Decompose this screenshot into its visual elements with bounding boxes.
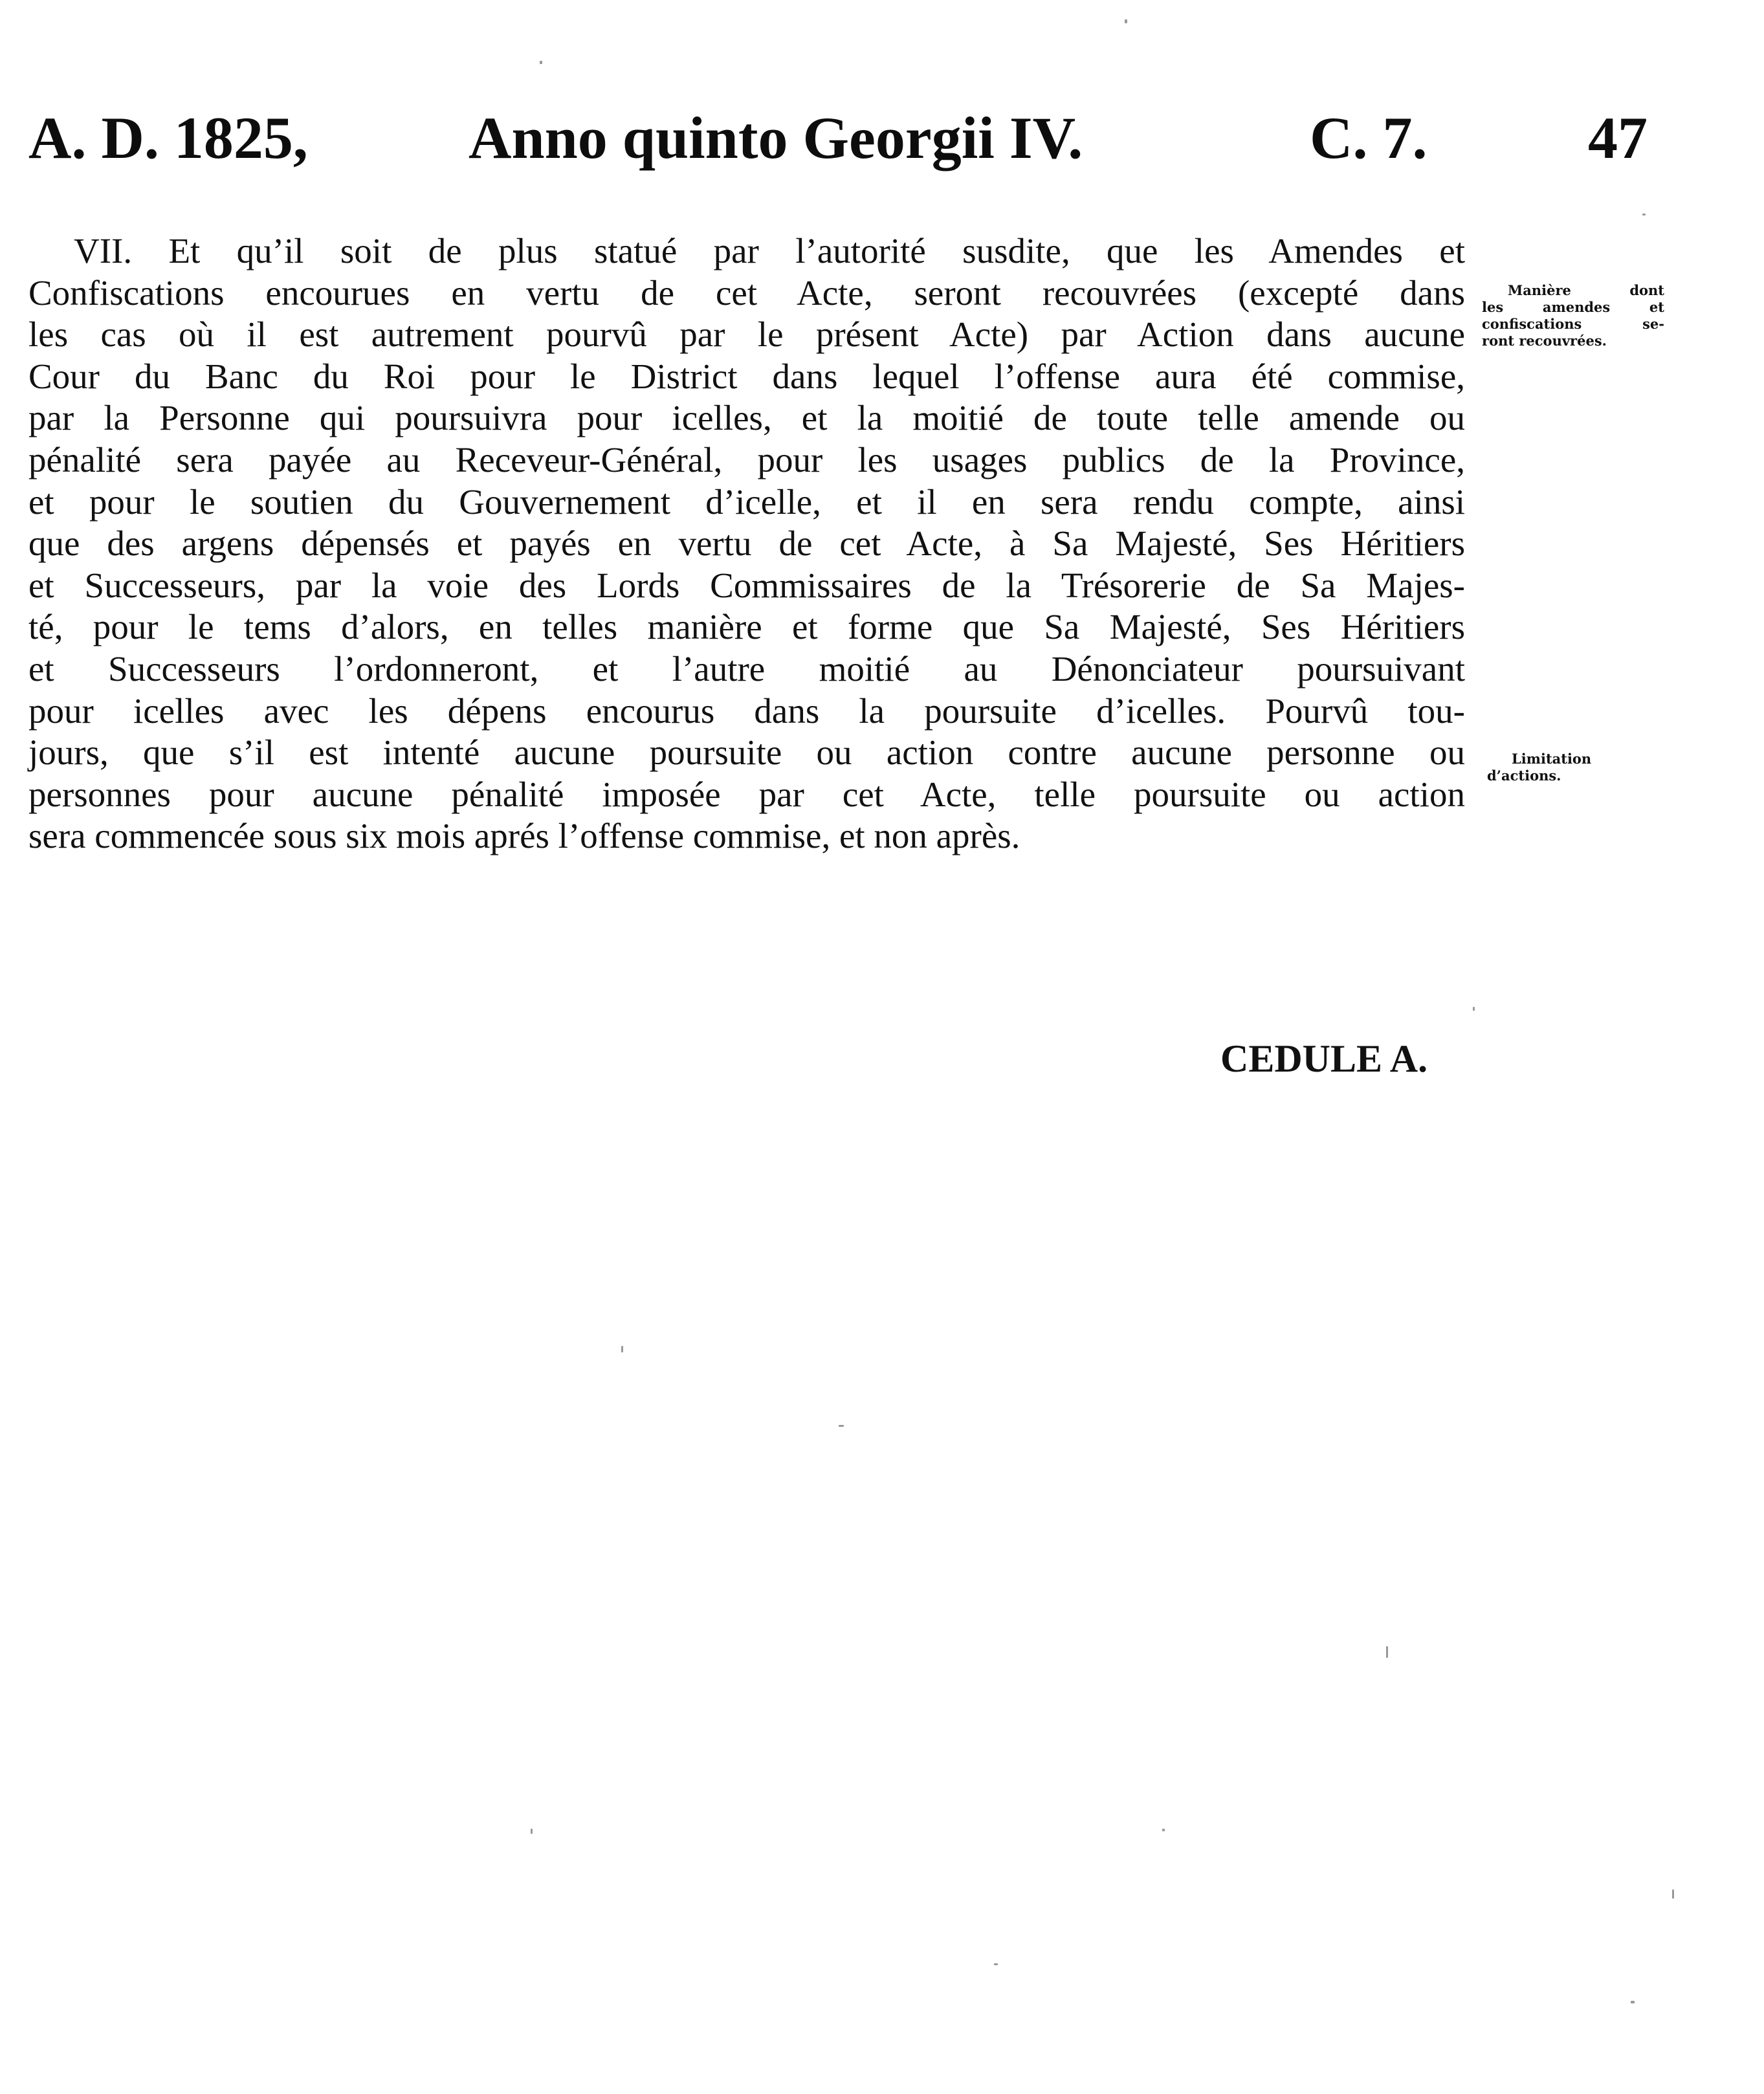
text-line: et Successeurs l’ordonneront, et l’autre moitié au Dénonciateur poursuivant [28,648,1465,689]
text-line: pour icelles avec les dépens encourus dans la poursuite d’icelles. Pourvû tou- [28,690,1465,731]
text-line: VII. Et qu’il soit de plus statué par l’autorité susdite, que les Amendes et [74,231,1465,270]
section-vii-text [28,230,1465,857]
text-line: té, pour le tems d’alors, en telles manière et forme que Sa Majesté, Ses Héritiers [28,607,1465,647]
scan-speck [839,1425,844,1427]
text-line: sera commencée sous six mois aprés l’offense commise, et non après. [28,816,1020,856]
margin-note-limitation [1487,751,1616,784]
text-line: par la Personne qui poursuivra pour icelles, et la moitié de toute telle amende ou [28,398,1465,438]
text-line: Confiscations encourues en vertu de cet Acte, seront recouvrées (excepté dans [28,272,1465,313]
text-line: pénalité sera payée au Receveur-Général, pour les usages publics de la Province, [28,439,1465,479]
header-chapter: C. 7. [1310,105,1428,171]
text-line: les cas où il est autrement pourvû par le présent Acte) par Action dans aucune [28,314,1465,355]
text-line: et pour le soutien du Gouvernement d’icelle, et il en sera rendu compte, ainsi [28,481,1465,522]
schedule-heading: CEDULE A. [1220,1037,1428,1080]
margin-note-line: ront recouvrées. [1482,333,1607,349]
text-line: que des argens dépensés et payés en vertu de cet Acte, à Sa Majesté, Ses Héritiers [28,524,1465,564]
margin-note-line: les amendes et [1482,299,1664,315]
scan-speck [621,1346,623,1352]
margin-note-recovery [1482,282,1664,349]
scan-speck [1162,1829,1165,1831]
header-title: Anno quinto Georgii IV. [469,105,1083,171]
scan-speck [1642,214,1646,215]
text-line: Cour du Banc du Roi pour le District dans lequel l’offense aura été commise, [28,356,1465,396]
scan-speck [540,61,542,64]
page-number: 47 [1588,105,1648,171]
scan-speck [994,1963,998,1965]
scan-speck [1125,19,1127,23]
text-line: personnes pour aucune pénalité imposée par cet Acte, telle poursuite ou action [28,774,1465,814]
running-head [28,96,1672,180]
text-line: et Successeurs, par la voie des Lords Commissaires de la Trésorerie de Sa Majes- [28,565,1465,605]
scan-speck [1631,2001,1635,2003]
scan-speck [1386,1646,1388,1658]
margin-note-line: confiscations se- [1482,316,1664,332]
margin-note-line: Limitation [1512,751,1592,767]
scan-speck [1473,1007,1475,1011]
scan-speck [531,1829,533,1834]
margin-note-line: Manière dont [1508,282,1664,298]
text-line: jours, que s’il est intenté aucune poursuite ou action contre aucune personne ou [28,733,1465,773]
margin-note-line: d’actions. [1487,767,1561,784]
header-year: A. D. 1825, [28,105,308,171]
scan-speck [1672,1890,1674,1899]
